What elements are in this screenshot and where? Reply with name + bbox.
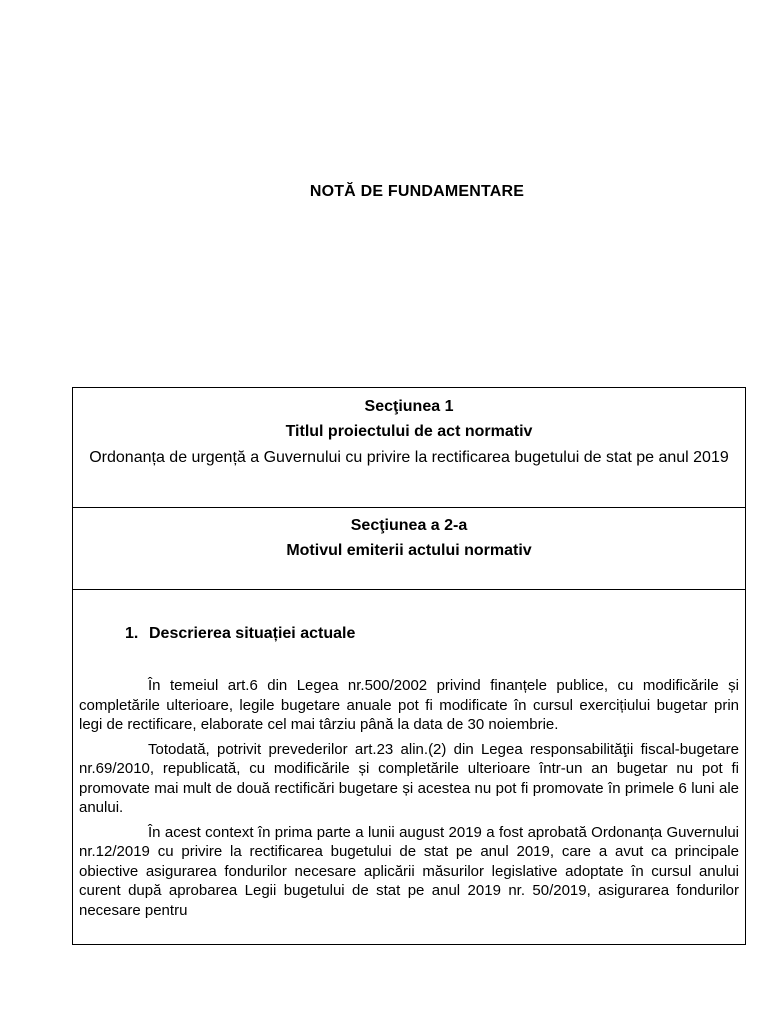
- act-title-text: Ordonanța de urgență a Guvernului cu privire la rectificarea bugetului de stat pe anul 2019: [89, 449, 729, 466]
- paragraph: Totodată, potrivit prevederilor art.23 alin.(2) din Legea responsabilităţii fiscal-bugetare nr.69/2010, republicată, cu modificările și completările ulterioare într-un an bugetar nu pot fi promovate mai mult de două rectificări bugetare și acestea nu pot fi promovate în primele 6 luni ale anului.: [79, 740, 739, 816]
- section-1-heading: Secţiunea 1: [364, 398, 454, 415]
- document-title: NOTĂ DE FUNDAMENTARE: [309, 183, 525, 200]
- list-heading-text: Descrierea situației actuale: [149, 625, 356, 642]
- section-2-cell: [73, 508, 745, 590]
- section-3-cell: [73, 590, 745, 920]
- list-number: 1.: [125, 625, 139, 642]
- section-1-cell: [73, 388, 745, 508]
- paragraph: În temeiul art.6 din Legea nr.500/2002 privind finanțele publice, cu modificările și completările ulterioare, legile bugetare anuale pot fi modificate în cursul exercițiului bugetar prin legi de rectificare, elaborate cel mai târziu până la data de 30 noiembrie.: [79, 677, 739, 733]
- section-2-subheading: Motivul emiterii actului normativ: [286, 542, 532, 559]
- section-2-heading: Secţiunea a 2-a: [350, 517, 468, 534]
- paragraph: În acest context în prima parte a lunii august 2019 a fost aprobată Ordonanța Guvernului nr.12/2019 cu privire la rectificarea bugetului de stat pe anul 2019, care a avut ca principale obiective asigurarea fondurilor necesare aplicării măsurilor legislative adoptate în cursul anului curent după aprobarea Legii bugetului de stat pe anul 2019 nr. 50/2019, asigurarea fondurilor necesare pentru: [79, 823, 739, 919]
- list-heading: [125, 624, 739, 644]
- section-1-subheading: Titlul proiectului de act normativ: [285, 423, 533, 440]
- form-table: [72, 387, 746, 945]
